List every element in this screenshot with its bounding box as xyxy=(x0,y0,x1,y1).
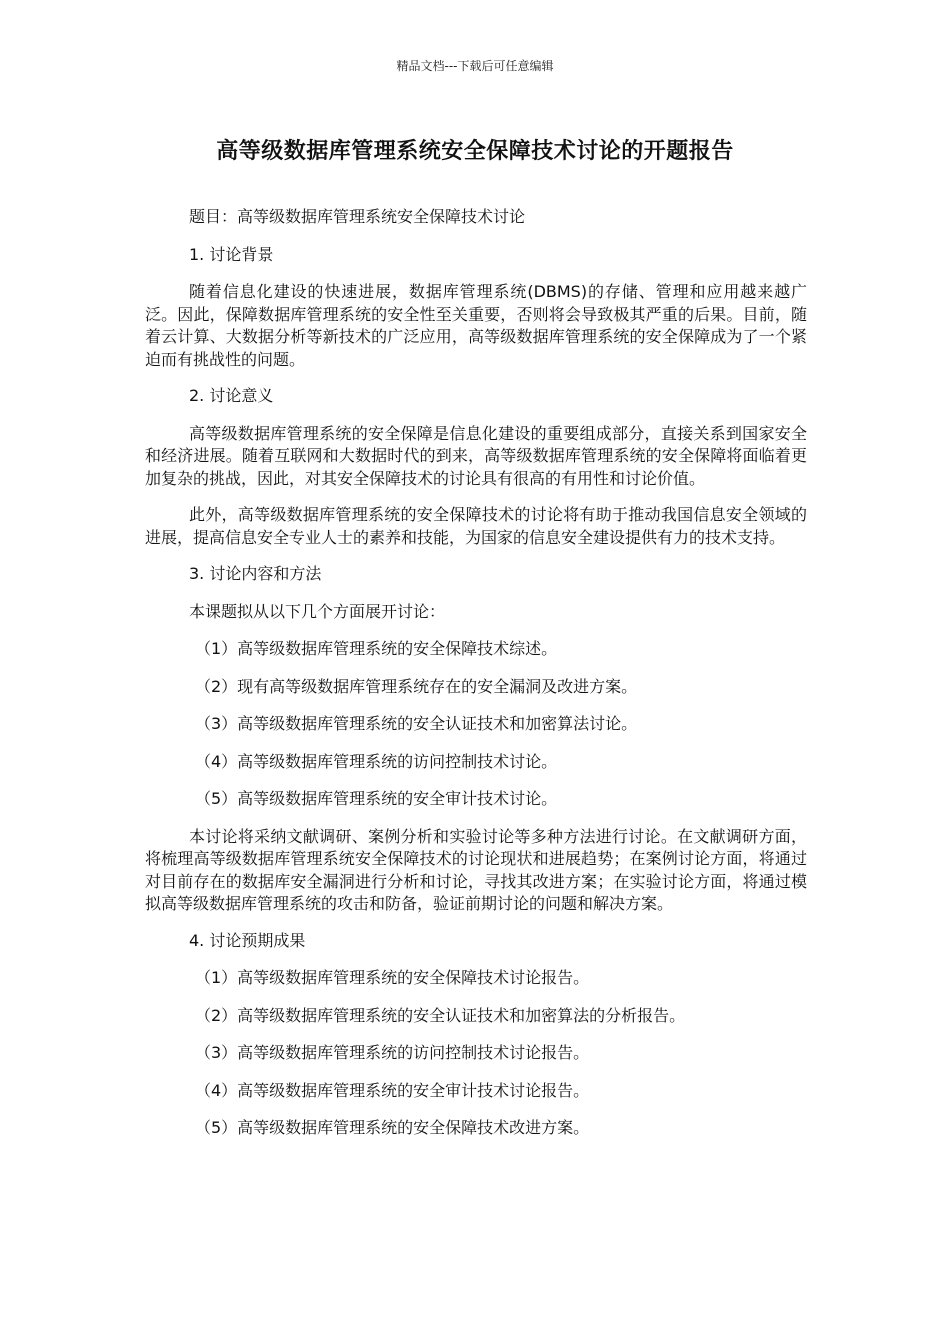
section-4-list-item: （5）高等级数据库管理系统的安全保障技术改进方案。 xyxy=(195,1118,590,1137)
section-3-list-item: （3）高等级数据库管理系统的安全认证技术和加密算法讨论。 xyxy=(195,714,638,733)
document-title: 高等级数据库管理系统安全保障技术讨论的开题报告 xyxy=(216,139,734,164)
section-1-paragraph: 随着信息化建设的快速进展，数据库管理系统(DBMS)的存储、管理和应用越来越广泛。因此，保障数据库管理系统的安全性至关重要，否则将会导致极其严重的后果。目前，随着云计算、大数据分析等新技术的广泛应用，高等级数据库管理系统的安全保障成为了一个紧迫而有挑战性的问题。 xyxy=(145,282,807,369)
section-1-heading: 1. 讨论背景 xyxy=(189,244,274,264)
topic-line: 题目：高等级数据库管理系统安全保障技术讨论 xyxy=(189,207,526,226)
section-4-heading: 4. 讨论预期成果 xyxy=(189,930,306,950)
section-3-list-item: （4）高等级数据库管理系统的访问控制技术讨论。 xyxy=(195,751,558,771)
section-4-list-item: （3）高等级数据库管理系统的访问控制技术讨论报告。 xyxy=(195,1043,590,1062)
section-3-list-item: （2）现有高等级数据库管理系统存在的安全漏洞及改进方案。 xyxy=(195,676,638,696)
section-2-paragraph-1: 高等级数据库管理系统的安全保障是信息化建设的重要组成部分，直接关系到国家安全和经济进展。随着互联网和大数据时代的到来，高等级数据库管理系统的安全保障将面临着更加复杂的挑战，因此，对其安全保障技术的讨论具有很高的有用性和讨论价值。 xyxy=(145,423,807,488)
section-2-heading: 2. 讨论意义 xyxy=(189,386,274,405)
section-4-list-item: （2）高等级数据库管理系统的安全认证技术和加密算法的分析报告。 xyxy=(195,1005,686,1025)
section-3-heading: 3. 讨论内容和方法 xyxy=(189,564,322,583)
document-body xyxy=(145,206,807,1155)
page-header: 精品文档---下载后可任意编辑 xyxy=(396,59,554,73)
section-4-list-item: （4）高等级数据库管理系统的安全审计技术讨论报告。 xyxy=(195,1080,590,1100)
section-3-intro: 本课题拟从以下几个方面展开讨论： xyxy=(189,601,446,621)
section-3-list-item: （1）高等级数据库管理系统的安全保障技术综述。 xyxy=(195,639,558,658)
section-3-list-item: （5）高等级数据库管理系统的安全审计技术讨论。 xyxy=(195,789,558,808)
section-2-paragraph-2: 此外，高等级数据库管理系统的安全保障技术的讨论将有助于推动我国信息安全领域的进展，提高信息安全专业人士的素养和技能，为国家的信息安全建设提供有力的技术支持。 xyxy=(145,505,807,547)
section-4-list-item: （1）高等级数据库管理系统的安全保障技术讨论报告。 xyxy=(195,968,590,987)
section-3-paragraph: 本讨论将采纳文献调研、案例分析和实验讨论等多种方法进行讨论。在文献调研方面，将梳理高等级数据库管理系统安全保障技术的讨论现状和进展趋势；在案例讨论方面，将通过对目前存在的数据库安全漏洞进行分析和讨论，寻找其改进方案；在实验讨论方面，将通过模拟高等级数据库管理系统的攻击和防备，验证前期讨论的问题和解决方案。 xyxy=(145,826,807,913)
